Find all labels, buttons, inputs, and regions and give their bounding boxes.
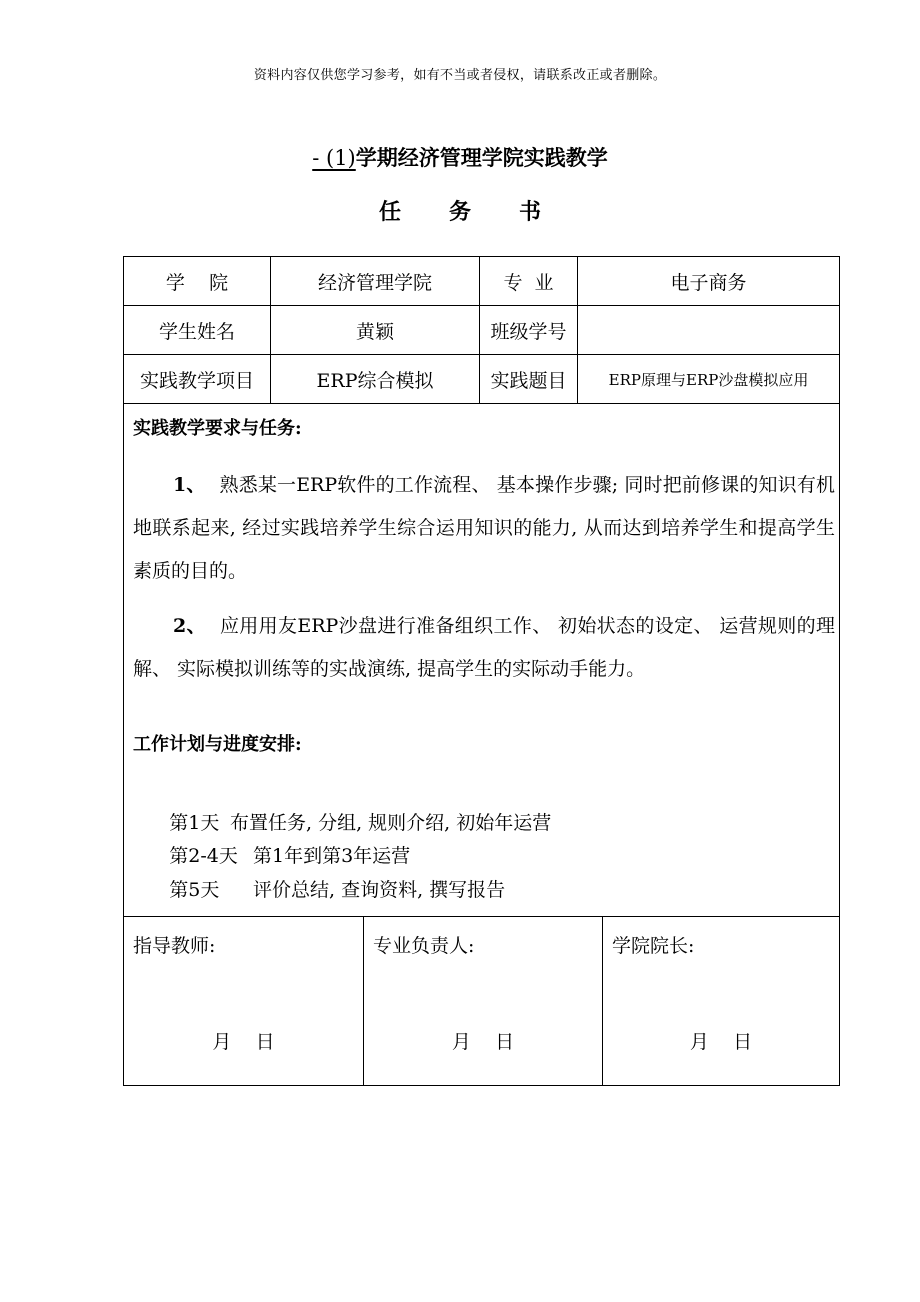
signature-label: 指导教师: [133, 935, 216, 957]
label-practice-topic: 实践题目 [479, 355, 577, 403]
signature-label: 学院院长: [612, 935, 695, 957]
requirements-section [124, 404, 839, 917]
label-student-name: 学生姓名 [158, 320, 235, 343]
signature-date: 月 日 [451, 1031, 515, 1053]
signature-date: 月 日 [212, 1031, 275, 1053]
plan-day: 第2-4天 [169, 845, 238, 867]
requirement-number: 2、 [173, 615, 206, 637]
requirement-number: 1、 [173, 474, 206, 496]
document-title [0, 142, 920, 172]
info-row-college [124, 257, 839, 306]
value-student-name: 黄颖 [270, 306, 479, 354]
plan-heading: 工作计划与进度安排: [133, 734, 302, 755]
title-main: 学期经济管理学院实践教学 [355, 145, 608, 170]
requirement-text: 熟悉某一ERP软件的工作流程、 基本操作步骤; 同时把前修课的知识有机地联系起来, 经过实践培养学生综合运用知识的能力, 从而达到培养学生和提高学生素质的目的。 [133, 474, 835, 582]
plan-task: 第1年到第3年运营 [253, 845, 411, 867]
plan-day: 第1天 [169, 812, 220, 834]
disclaimer: 资料内容仅供您学习参考，如有不当或者侵权，请联系改正或者删除。 [253, 68, 667, 83]
signature-row [124, 917, 839, 1085]
signature-major-head [363, 917, 602, 1085]
label-college: 学 院 [165, 271, 229, 294]
signature-label: 专业负责人: [373, 935, 475, 957]
plan-task: 布置任务, 分组, 规则介绍, 初始年运营 [230, 812, 552, 834]
plan-day: 第5天 [169, 879, 220, 901]
signature-instructor [124, 917, 363, 1085]
label-class-number: 班级学号 [479, 306, 577, 354]
requirement-item-2 [133, 605, 835, 691]
info-row-student [124, 306, 839, 355]
requirement-text: 应用用友ERP沙盘进行准备组织工作、 初始状态的设定、 运营规则的理解、 实际模拟训练等的实战演练, 提高学生的实际动手能力。 [133, 615, 835, 680]
value-college: 经济管理学院 [270, 257, 479, 305]
label-practice-project: 实践教学项目 [139, 369, 254, 392]
value-practice-project: ERP综合模拟 [270, 355, 479, 403]
value-class-number [577, 306, 839, 354]
requirement-item-1 [133, 464, 835, 593]
signature-date: 月 日 [689, 1031, 753, 1053]
value-major: 电子商务 [577, 257, 839, 305]
plan-task: 评价总结, 查询资料, 撰写报告 [253, 879, 506, 901]
document-subtitle: 任务书 [378, 199, 589, 225]
info-row-project [124, 355, 839, 404]
title-prefix: - (1) [312, 146, 356, 170]
label-major: 专 业 [479, 257, 577, 305]
requirements-heading: 实践教学要求与任务: [133, 418, 302, 439]
signature-dean [602, 917, 839, 1085]
task-form [123, 256, 840, 1086]
value-practice-topic: ERP原理与ERP沙盘模拟应用 [577, 355, 839, 403]
